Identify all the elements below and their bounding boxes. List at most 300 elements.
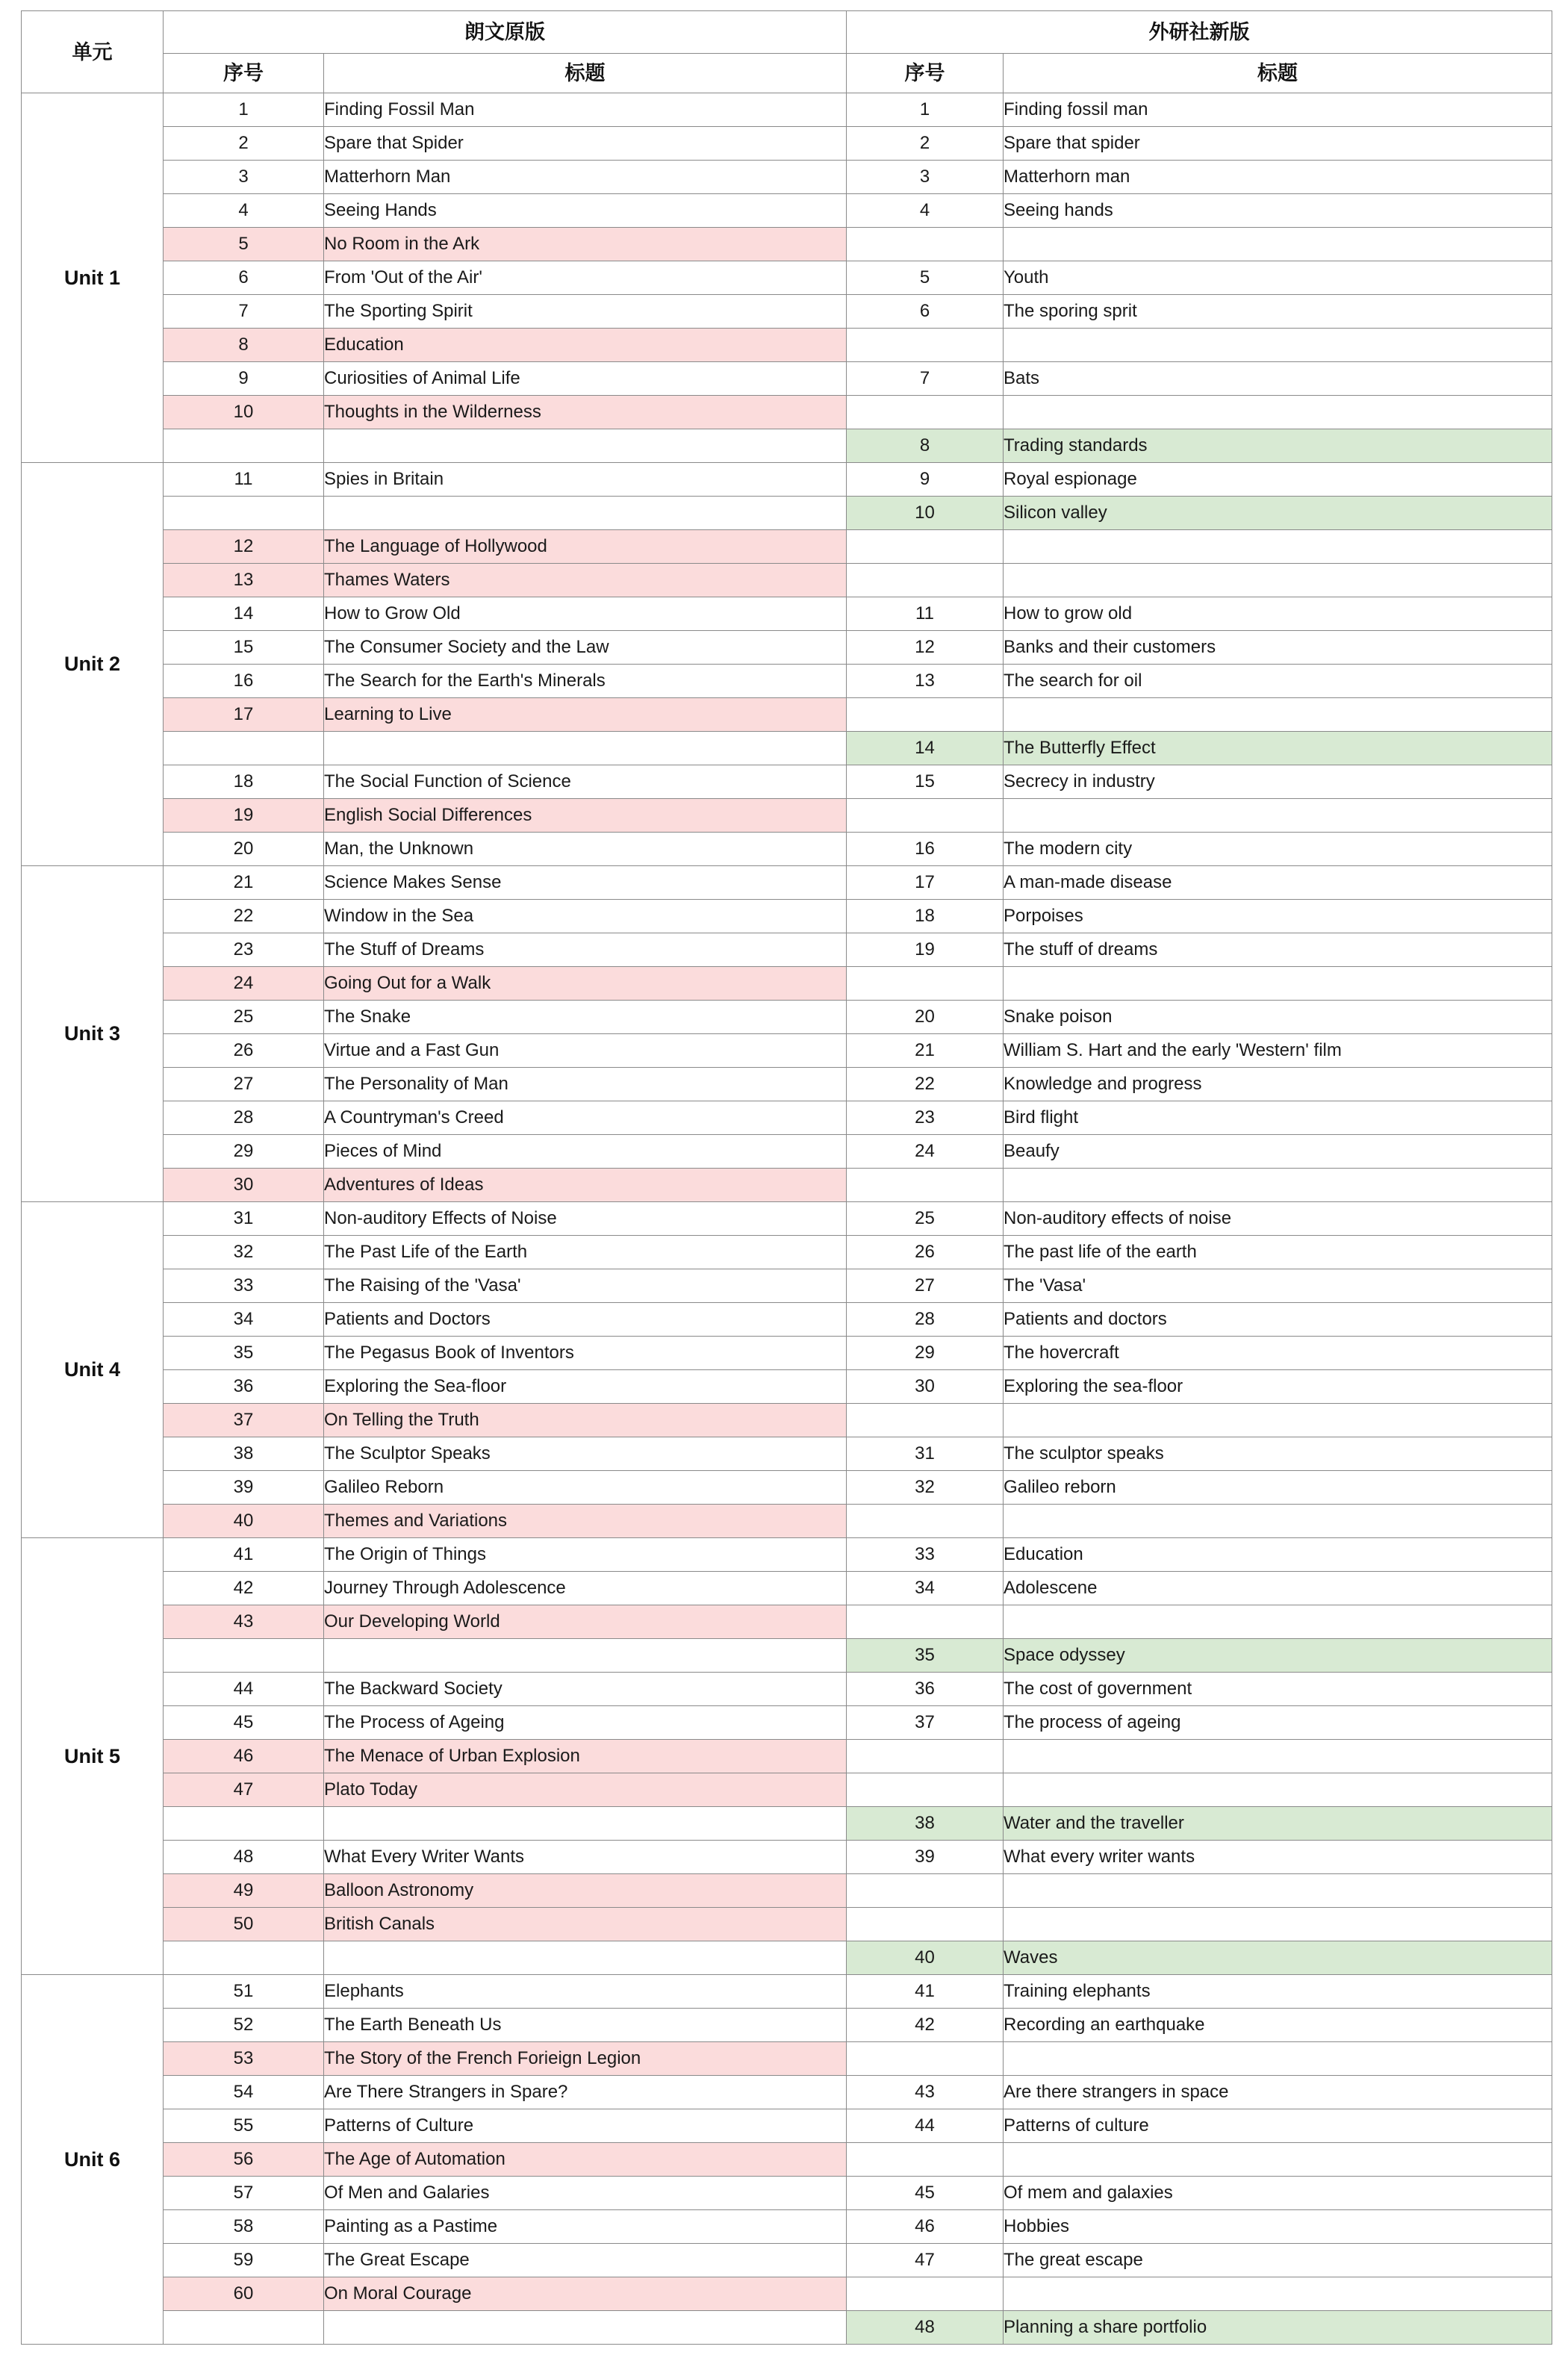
table-row	[22, 1068, 1552, 1101]
fltrp-title-cell: Spare that spider	[1004, 127, 1552, 161]
longman-number-cell: 50	[164, 1908, 324, 1941]
table-row	[22, 2277, 1552, 2311]
fltrp-number-cell	[847, 2042, 1004, 2076]
table-row	[22, 1437, 1552, 1471]
fltrp-title-cell: Beaufy	[1004, 1135, 1552, 1169]
table-row	[22, 1841, 1552, 1874]
table-row	[22, 799, 1552, 833]
table-row	[22, 228, 1552, 261]
longman-title-cell: Patterns of Culture	[324, 2109, 847, 2143]
fltrp-number-cell: 7	[847, 362, 1004, 396]
fltrp-number-cell: 19	[847, 933, 1004, 967]
longman-number-cell: 40	[164, 1505, 324, 1538]
longman-number-cell: 28	[164, 1101, 324, 1135]
longman-title-cell: Education	[324, 329, 847, 362]
column-group-header-longman: 朗文原版	[164, 11, 847, 54]
table-row	[22, 1370, 1552, 1404]
longman-number-cell: 7	[164, 295, 324, 329]
fltrp-title-cell: The hovercraft	[1004, 1337, 1552, 1370]
longman-number-cell: 16	[164, 665, 324, 698]
table-row	[22, 1101, 1552, 1135]
longman-number-cell: 4	[164, 194, 324, 228]
longman-number-cell: 57	[164, 2177, 324, 2210]
fltrp-number-cell: 32	[847, 1471, 1004, 1505]
longman-number-cell: 25	[164, 1001, 324, 1034]
fltrp-number-cell: 36	[847, 1673, 1004, 1706]
longman-title-cell: Our Developing World	[324, 1605, 847, 1639]
column-header-longman-number: 序号	[164, 54, 324, 93]
table-row	[22, 1337, 1552, 1370]
longman-title-cell: Thames Waters	[324, 564, 847, 597]
longman-number-cell: 14	[164, 597, 324, 631]
longman-title-cell: Pieces of Mind	[324, 1135, 847, 1169]
fltrp-number-cell: 23	[847, 1101, 1004, 1135]
fltrp-number-cell: 35	[847, 1639, 1004, 1673]
fltrp-title-cell: Training elephants	[1004, 1975, 1552, 2009]
table-row	[22, 1303, 1552, 1337]
table-row	[22, 597, 1552, 631]
table-row	[22, 2009, 1552, 2042]
unit-cell: Unit 2	[22, 463, 164, 866]
fltrp-title-cell: Trading standards	[1004, 429, 1552, 463]
fltrp-title-cell: Bats	[1004, 362, 1552, 396]
fltrp-number-cell: 18	[847, 900, 1004, 933]
fltrp-title-cell: Are there strangers in space	[1004, 2076, 1552, 2109]
longman-number-cell: 39	[164, 1471, 324, 1505]
table-row	[22, 2311, 1552, 2345]
fltrp-number-cell: 28	[847, 1303, 1004, 1337]
fltrp-number-cell: 42	[847, 2009, 1004, 2042]
fltrp-title-cell: Water and the traveller	[1004, 1807, 1552, 1841]
fltrp-number-cell	[847, 530, 1004, 564]
fltrp-title-cell	[1004, 1740, 1552, 1773]
fltrp-number-cell: 25	[847, 1202, 1004, 1236]
fltrp-title-cell	[1004, 799, 1552, 833]
longman-number-cell: 58	[164, 2210, 324, 2244]
table-row	[22, 396, 1552, 429]
fltrp-number-cell	[847, 564, 1004, 597]
table-row	[22, 1169, 1552, 1202]
longman-number-cell: 38	[164, 1437, 324, 1471]
fltrp-title-cell	[1004, 1169, 1552, 1202]
fltrp-title-cell	[1004, 228, 1552, 261]
longman-number-cell: 27	[164, 1068, 324, 1101]
longman-number-cell: 45	[164, 1706, 324, 1740]
fltrp-number-cell: 45	[847, 2177, 1004, 2210]
longman-title-cell: Non-auditory Effects of Noise	[324, 1202, 847, 1236]
fltrp-number-cell: 46	[847, 2210, 1004, 2244]
fltrp-number-cell	[847, 1874, 1004, 1908]
fltrp-number-cell: 41	[847, 1975, 1004, 2009]
longman-title-cell: Finding Fossil Man	[324, 93, 847, 127]
longman-number-cell: 8	[164, 329, 324, 362]
longman-number-cell: 11	[164, 463, 324, 497]
longman-title-cell: Going Out for a Walk	[324, 967, 847, 1001]
fltrp-number-cell: 33	[847, 1538, 1004, 1572]
longman-title-cell: Curiosities of Animal Life	[324, 362, 847, 396]
longman-title-cell: British Canals	[324, 1908, 847, 1941]
fltrp-title-cell: Patterns of culture	[1004, 2109, 1552, 2143]
table-row	[22, 1269, 1552, 1303]
longman-title-cell: The Process of Ageing	[324, 1706, 847, 1740]
fltrp-number-cell	[847, 799, 1004, 833]
longman-title-cell: The Search for the Earth's Minerals	[324, 665, 847, 698]
longman-number-cell: 42	[164, 1572, 324, 1605]
longman-number-cell: 15	[164, 631, 324, 665]
longman-title-cell: The Raising of the 'Vasa'	[324, 1269, 847, 1303]
longman-title-cell: The Pegasus Book of Inventors	[324, 1337, 847, 1370]
column-header-fltrp-number: 序号	[847, 54, 1004, 93]
longman-title-cell: Balloon Astronomy	[324, 1874, 847, 1908]
fltrp-number-cell: 47	[847, 2244, 1004, 2277]
fltrp-number-cell: 16	[847, 833, 1004, 866]
longman-title-cell: On Moral Courage	[324, 2277, 847, 2311]
fltrp-title-cell	[1004, 329, 1552, 362]
longman-number-cell: 36	[164, 1370, 324, 1404]
longman-number-cell: 48	[164, 1841, 324, 1874]
longman-title-cell: Are There Strangers in Spare?	[324, 2076, 847, 2109]
fltrp-number-cell: 6	[847, 295, 1004, 329]
longman-number-cell: 12	[164, 530, 324, 564]
longman-title-cell: The Stuff of Dreams	[324, 933, 847, 967]
longman-title-cell: How to Grow Old	[324, 597, 847, 631]
table-row	[22, 1740, 1552, 1773]
fltrp-title-cell	[1004, 967, 1552, 1001]
table-row	[22, 127, 1552, 161]
fltrp-title-cell: Recording an earthquake	[1004, 2009, 1552, 2042]
fltrp-number-cell	[847, 228, 1004, 261]
longman-title-cell	[324, 1941, 847, 1975]
longman-title-cell: On Telling the Truth	[324, 1404, 847, 1437]
fltrp-title-cell: Royal espionage	[1004, 463, 1552, 497]
fltrp-number-cell: 21	[847, 1034, 1004, 1068]
longman-title-cell	[324, 732, 847, 765]
fltrp-number-cell: 30	[847, 1370, 1004, 1404]
table-row	[22, 698, 1552, 732]
longman-number-cell: 18	[164, 765, 324, 799]
header-row-groups	[22, 11, 1552, 54]
fltrp-number-cell: 38	[847, 1807, 1004, 1841]
longman-number-cell: 37	[164, 1404, 324, 1437]
fltrp-number-cell: 27	[847, 1269, 1004, 1303]
fltrp-title-cell: Snake poison	[1004, 1001, 1552, 1034]
longman-title-cell: Adventures of Ideas	[324, 1169, 847, 1202]
fltrp-title-cell: The process of ageing	[1004, 1706, 1552, 1740]
fltrp-number-cell	[847, 698, 1004, 732]
table-row	[22, 1941, 1552, 1975]
fltrp-number-cell: 15	[847, 765, 1004, 799]
longman-number-cell	[164, 497, 324, 530]
fltrp-number-cell: 39	[847, 1841, 1004, 1874]
longman-title-cell: The Story of the French Forieign Legion	[324, 2042, 847, 2076]
longman-title-cell: Matterhorn Man	[324, 161, 847, 194]
longman-title-cell: From 'Out of the Air'	[324, 261, 847, 295]
fltrp-title-cell	[1004, 1874, 1552, 1908]
fltrp-title-cell	[1004, 1505, 1552, 1538]
longman-title-cell: The Snake	[324, 1001, 847, 1034]
longman-title-cell: The Social Function of Science	[324, 765, 847, 799]
fltrp-number-cell: 29	[847, 1337, 1004, 1370]
table-row	[22, 463, 1552, 497]
table-row	[22, 2076, 1552, 2109]
longman-title-cell: Virtue and a Fast Gun	[324, 1034, 847, 1068]
table-row	[22, 1505, 1552, 1538]
longman-number-cell	[164, 1639, 324, 1673]
longman-number-cell	[164, 732, 324, 765]
fltrp-number-cell: 17	[847, 866, 1004, 900]
table-row	[22, 2177, 1552, 2210]
longman-number-cell: 53	[164, 2042, 324, 2076]
table-row	[22, 1404, 1552, 1437]
fltrp-title-cell: Seeing hands	[1004, 194, 1552, 228]
longman-title-cell: The Language of Hollywood	[324, 530, 847, 564]
longman-title-cell: Plato Today	[324, 1773, 847, 1807]
table-row	[22, 1135, 1552, 1169]
fltrp-title-cell	[1004, 564, 1552, 597]
fltrp-title-cell: The search for oil	[1004, 665, 1552, 698]
table-row	[22, 161, 1552, 194]
longman-number-cell: 29	[164, 1135, 324, 1169]
fltrp-title-cell	[1004, 698, 1552, 732]
fltrp-title-cell: Planning a share portfolio	[1004, 2311, 1552, 2345]
fltrp-number-cell: 11	[847, 597, 1004, 631]
fltrp-title-cell: Banks and their customers	[1004, 631, 1552, 665]
fltrp-number-cell	[847, 1740, 1004, 1773]
longman-title-cell: Elephants	[324, 1975, 847, 2009]
longman-number-cell: 19	[164, 799, 324, 833]
longman-title-cell	[324, 1807, 847, 1841]
unit-cell: Unit 6	[22, 1975, 164, 2345]
longman-number-cell: 17	[164, 698, 324, 732]
fltrp-number-cell: 2	[847, 127, 1004, 161]
longman-number-cell: 32	[164, 1236, 324, 1269]
longman-title-cell: Seeing Hands	[324, 194, 847, 228]
unit-cell: Unit 4	[22, 1202, 164, 1538]
longman-title-cell: The Personality of Man	[324, 1068, 847, 1101]
longman-number-cell: 55	[164, 2109, 324, 2143]
longman-number-cell: 34	[164, 1303, 324, 1337]
longman-number-cell: 49	[164, 1874, 324, 1908]
table-row	[22, 1471, 1552, 1505]
column-header-unit: 单元	[22, 11, 164, 93]
longman-number-cell: 54	[164, 2076, 324, 2109]
longman-number-cell	[164, 429, 324, 463]
fltrp-number-cell: 4	[847, 194, 1004, 228]
fltrp-number-cell: 31	[847, 1437, 1004, 1471]
fltrp-number-cell: 13	[847, 665, 1004, 698]
longman-title-cell: The Sporting Spirit	[324, 295, 847, 329]
fltrp-title-cell: Matterhorn man	[1004, 161, 1552, 194]
longman-title-cell: The Earth Beneath Us	[324, 2009, 847, 2042]
longman-number-cell: 10	[164, 396, 324, 429]
longman-number-cell: 6	[164, 261, 324, 295]
table-row	[22, 2210, 1552, 2244]
header-row-subcolumns	[22, 54, 1552, 93]
longman-number-cell: 56	[164, 2143, 324, 2177]
fltrp-number-cell: 14	[847, 732, 1004, 765]
longman-title-cell: What Every Writer Wants	[324, 1841, 847, 1874]
longman-number-cell: 51	[164, 1975, 324, 2009]
longman-title-cell: A Countryman's Creed	[324, 1101, 847, 1135]
column-header-fltrp-title: 标题	[1004, 54, 1552, 93]
longman-number-cell: 47	[164, 1773, 324, 1807]
fltrp-title-cell: Non-auditory effects of noise	[1004, 1202, 1552, 1236]
longman-title-cell: Painting as a Pastime	[324, 2210, 847, 2244]
fltrp-title-cell: Youth	[1004, 261, 1552, 295]
longman-title-cell: Spare that Spider	[324, 127, 847, 161]
table-row	[22, 631, 1552, 665]
longman-number-cell	[164, 1941, 324, 1975]
fltrp-number-cell	[847, 1605, 1004, 1639]
fltrp-number-cell: 43	[847, 2076, 1004, 2109]
longman-number-cell: 35	[164, 1337, 324, 1370]
fltrp-title-cell	[1004, 1773, 1552, 1807]
table-row	[22, 866, 1552, 900]
fltrp-title-cell: Secrecy in industry	[1004, 765, 1552, 799]
longman-number-cell: 59	[164, 2244, 324, 2277]
longman-number-cell: 26	[164, 1034, 324, 1068]
longman-number-cell: 44	[164, 1673, 324, 1706]
longman-title-cell	[324, 497, 847, 530]
longman-title-cell: The Menace of Urban Explosion	[324, 1740, 847, 1773]
fltrp-title-cell: The sporing sprit	[1004, 295, 1552, 329]
table-row	[22, 1639, 1552, 1673]
fltrp-title-cell: Waves	[1004, 1941, 1552, 1975]
table-body	[22, 93, 1552, 2345]
longman-number-cell: 23	[164, 933, 324, 967]
table-row	[22, 1605, 1552, 1639]
fltrp-number-cell	[847, 1908, 1004, 1941]
fltrp-number-cell: 44	[847, 2109, 1004, 2143]
longman-title-cell: Patients and Doctors	[324, 1303, 847, 1337]
fltrp-number-cell: 22	[847, 1068, 1004, 1101]
fltrp-number-cell	[847, 329, 1004, 362]
table-row	[22, 1538, 1552, 1572]
fltrp-number-cell: 37	[847, 1706, 1004, 1740]
longman-title-cell	[324, 1639, 847, 1673]
fltrp-number-cell	[847, 967, 1004, 1001]
longman-number-cell: 13	[164, 564, 324, 597]
fltrp-title-cell: The modern city	[1004, 833, 1552, 866]
longman-title-cell: The Past Life of the Earth	[324, 1236, 847, 1269]
unit-cell: Unit 3	[22, 866, 164, 1202]
fltrp-title-cell: Knowledge and progress	[1004, 1068, 1552, 1101]
table-row	[22, 1236, 1552, 1269]
table-row	[22, 530, 1552, 564]
fltrp-title-cell: William S. Hart and the early 'Western' film	[1004, 1034, 1552, 1068]
table-row	[22, 1975, 1552, 2009]
longman-number-cell: 31	[164, 1202, 324, 1236]
table-row	[22, 732, 1552, 765]
fltrp-title-cell: The cost of government	[1004, 1673, 1552, 1706]
fltrp-title-cell: Education	[1004, 1538, 1552, 1572]
longman-title-cell: Exploring the Sea-floor	[324, 1370, 847, 1404]
table-row	[22, 497, 1552, 530]
longman-title-cell	[324, 2311, 847, 2345]
table-row	[22, 429, 1552, 463]
fltrp-number-cell: 24	[847, 1135, 1004, 1169]
table-row	[22, 833, 1552, 866]
fltrp-number-cell: 9	[847, 463, 1004, 497]
longman-number-cell: 1	[164, 93, 324, 127]
fltrp-title-cell	[1004, 1908, 1552, 1941]
longman-number-cell: 5	[164, 228, 324, 261]
table-row	[22, 2109, 1552, 2143]
longman-title-cell: The Sculptor Speaks	[324, 1437, 847, 1471]
fltrp-title-cell	[1004, 2277, 1552, 2311]
fltrp-title-cell	[1004, 2042, 1552, 2076]
longman-number-cell: 3	[164, 161, 324, 194]
fltrp-number-cell: 1	[847, 93, 1004, 127]
fltrp-number-cell: 20	[847, 1001, 1004, 1034]
longman-number-cell: 22	[164, 900, 324, 933]
table-row	[22, 933, 1552, 967]
longman-title-cell: Learning to Live	[324, 698, 847, 732]
fltrp-title-cell: The sculptor speaks	[1004, 1437, 1552, 1471]
table-row	[22, 1807, 1552, 1841]
fltrp-number-cell: 8	[847, 429, 1004, 463]
fltrp-title-cell: The 'Vasa'	[1004, 1269, 1552, 1303]
fltrp-title-cell	[1004, 1404, 1552, 1437]
table-row	[22, 1673, 1552, 1706]
longman-title-cell: Man, the Unknown	[324, 833, 847, 866]
longman-title-cell: Themes and Variations	[324, 1505, 847, 1538]
longman-number-cell: 33	[164, 1269, 324, 1303]
longman-number-cell: 30	[164, 1169, 324, 1202]
longman-number-cell: 9	[164, 362, 324, 396]
fltrp-number-cell	[847, 1505, 1004, 1538]
fltrp-title-cell: The Butterfly Effect	[1004, 732, 1552, 765]
fltrp-title-cell: A man-made disease	[1004, 866, 1552, 900]
fltrp-title-cell	[1004, 1605, 1552, 1639]
fltrp-title-cell: The past life of the earth	[1004, 1236, 1552, 1269]
longman-number-cell: 52	[164, 2009, 324, 2042]
fltrp-title-cell	[1004, 530, 1552, 564]
fltrp-number-cell: 5	[847, 261, 1004, 295]
table-row	[22, 2143, 1552, 2177]
longman-title-cell: Spies in Britain	[324, 463, 847, 497]
longman-number-cell: 2	[164, 127, 324, 161]
fltrp-number-cell: 26	[847, 1236, 1004, 1269]
fltrp-number-cell: 34	[847, 1572, 1004, 1605]
table-row	[22, 1773, 1552, 1807]
column-group-header-fltrp: 外研社新版	[847, 11, 1552, 54]
table-row	[22, 1706, 1552, 1740]
fltrp-title-cell: Space odyssey	[1004, 1639, 1552, 1673]
fltrp-number-cell	[847, 1169, 1004, 1202]
longman-number-cell	[164, 2311, 324, 2345]
table-row	[22, 1034, 1552, 1068]
longman-number-cell: 24	[164, 967, 324, 1001]
table-row	[22, 665, 1552, 698]
table-row	[22, 295, 1552, 329]
longman-title-cell: Galileo Reborn	[324, 1471, 847, 1505]
fltrp-title-cell: What every writer wants	[1004, 1841, 1552, 1874]
fltrp-title-cell: The stuff of dreams	[1004, 933, 1552, 967]
fltrp-title-cell: Galileo reborn	[1004, 1471, 1552, 1505]
fltrp-number-cell: 40	[847, 1941, 1004, 1975]
fltrp-number-cell	[847, 2143, 1004, 2177]
fltrp-number-cell: 10	[847, 497, 1004, 530]
longman-number-cell: 20	[164, 833, 324, 866]
longman-title-cell: The Backward Society	[324, 1673, 847, 1706]
longman-title-cell: Thoughts in the Wilderness	[324, 396, 847, 429]
table-row	[22, 1202, 1552, 1236]
table-row	[22, 564, 1552, 597]
fltrp-title-cell: How to grow old	[1004, 597, 1552, 631]
table-row	[22, 93, 1552, 127]
longman-title-cell: The Great Escape	[324, 2244, 847, 2277]
